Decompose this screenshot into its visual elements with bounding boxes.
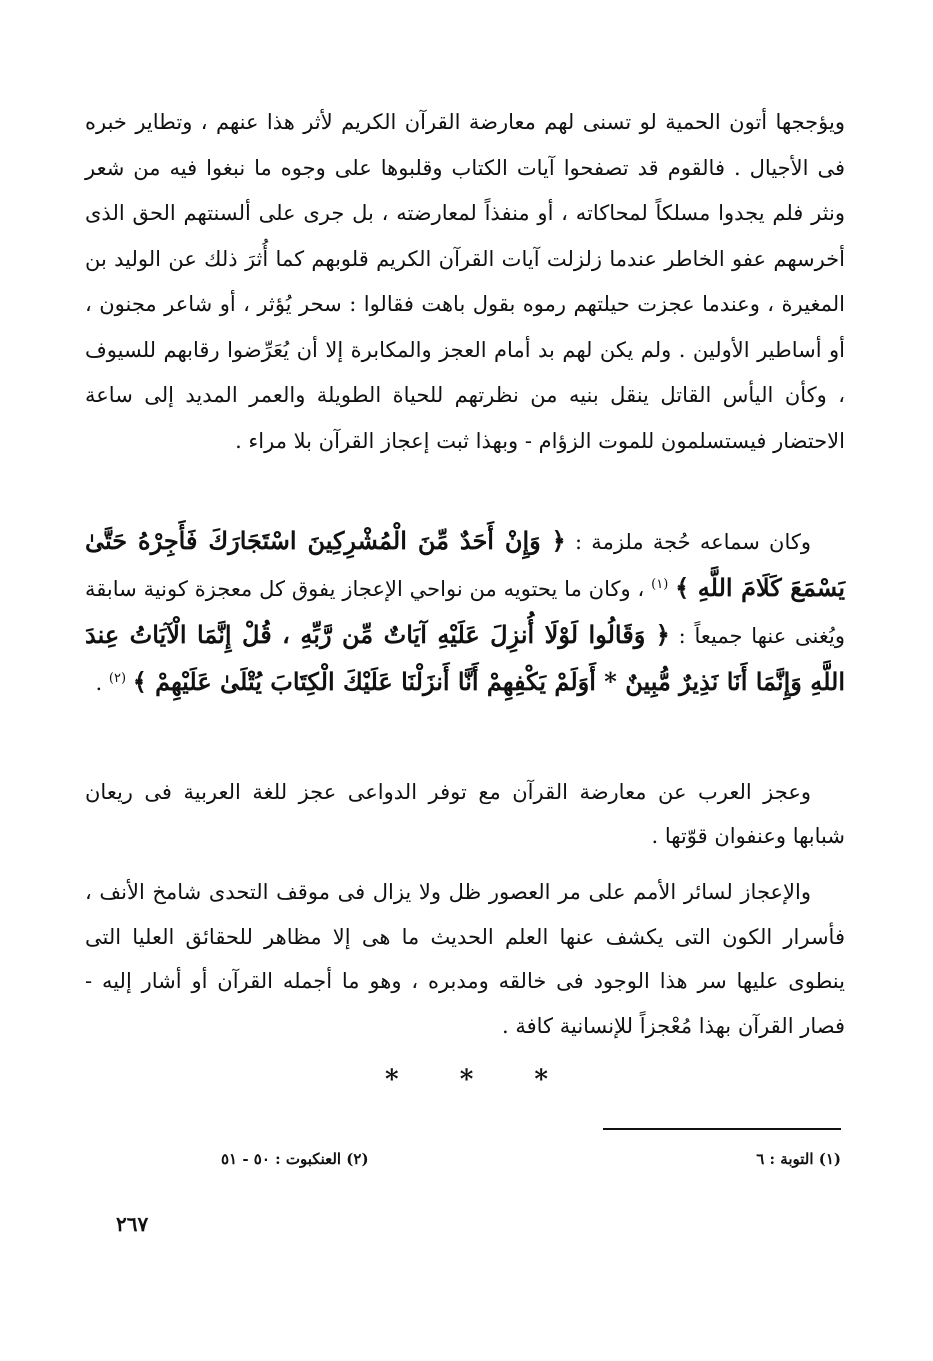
footnote-ref-1: (١) [651,577,669,592]
separator-star: * [385,1065,399,1095]
paragraph-2-intro: وكان سماعه حُجة ملزمة : [575,530,811,554]
footnote-1: (١) التوبة : ٦ [756,1150,841,1168]
separator-star: * [534,1065,548,1095]
paragraph-4 [85,870,845,1048]
paragraph-1-text: ويؤججها أتون الحمية لو تسنى لهم معارضة القرآن الكريم لأثر هذا عنهم ، وتطاير خبره فى الأجيال . فالقوم قد تصفحوا آيات الكتاب وقلبوها على وجوه ما نبغوا فيه من شعر ونثر فلم يجدوا مسلكاً لمحاكاته ، أو منفذاً لمعارضته ، بل جرى على ألسنتهم الحق الذى أخرسهم عفو الخاطر عندما زلزلت آيات القرآن الكريم قلوبهم كما أُثرَ ذلك عن الوليد بن المغيرة ، وعندما عجزت حيلتهم رموه بقول باهت فقالوا : سحر يُؤثر ، أو شاعر مجنون ، أو أساطير الأولين . ولم يكن لهم بد أمام العجز والمكابرة إلا أن يُعَرِّضوا رقابهم للسيوف ، وكأن اليأس القاتل ينقل بنيه من نظرتهم للحياة الطويلة والعمر المديد إلى ساعة الاحتضار فيستسلمون للموت الزؤام - وبهذا ثبت إعجاز القرآن بلا مراء . [85,110,845,453]
quran-verse-1: ﴿ وَإِنْ أَحَدٌ مِّنَ الْمُشْرِكِينَ اسْتَجَارَكَ فَأَجِرْهُ حَتَّىٰ يَسْمَعَ كَلَامَ اللَّهِ ﴾ [85,526,845,602]
paragraph-4-text: والإعجاز لسائر الأمم على مر العصور ظل ولا يزال فى موقف التحدى شامخ الأنف ، فأسرار الكون التى يكشف عنها العلم الحديث ما هى إلا مظاهر للحقائق العليا التى ينطوى عليها سر هذا الوجود فى خالقه ومدبره ، وهو ما أجمله القرآن أو أشار إليه - فصار القرآن بهذا مُعْجزاً للإنسانية كافة . [85,880,845,1038]
paragraph-2-middle: ، وكان ما يحتويه من نواحي الإعجاز يفوق كل معجزة كونية سابقة ويُغنى عنها جميعاً : [85,577,845,648]
separator-star: * [459,1065,474,1095]
paragraph-3 [85,770,845,858]
footnotes [221,1150,841,1168]
page-number: ٢٦٧ [116,1212,149,1236]
footnote-divider [603,1128,841,1130]
paragraph-2-end: . [95,671,103,695]
footnote-2: (٢) العنكبوت : ٥٠ - ٥١ [221,1150,369,1168]
paragraph-2 [85,518,845,706]
footnote-ref-2: (٢) [108,671,127,686]
paragraph-3-text: وعجز العرب عن معارضة القرآن مع توفر الدواعى عجز للغة العربية فى ريعان شبابها وعنفوان قوّتها . [85,780,845,848]
paragraph-1 [85,100,845,464]
section-separator [0,1065,933,1095]
quran-verse-2: ﴿ وَقَالُوا لَوْلَا أُنزِلَ عَلَيْهِ آيَاتٌ مِّن رَّبِّهِ ، قُلْ إِنَّمَا الْآيَاتُ عِندَ اللَّهِ وَإِنَّمَا أَنَا نَذِيرٌ مُّبِينٌ * أَوَلَمْ يَكْفِهِمْ أَنَّا أَنزَلْنَا عَلَيْكَ الْكِتَابَ يُتْلَىٰ عَلَيْهِمْ ﴾ [85,620,845,696]
